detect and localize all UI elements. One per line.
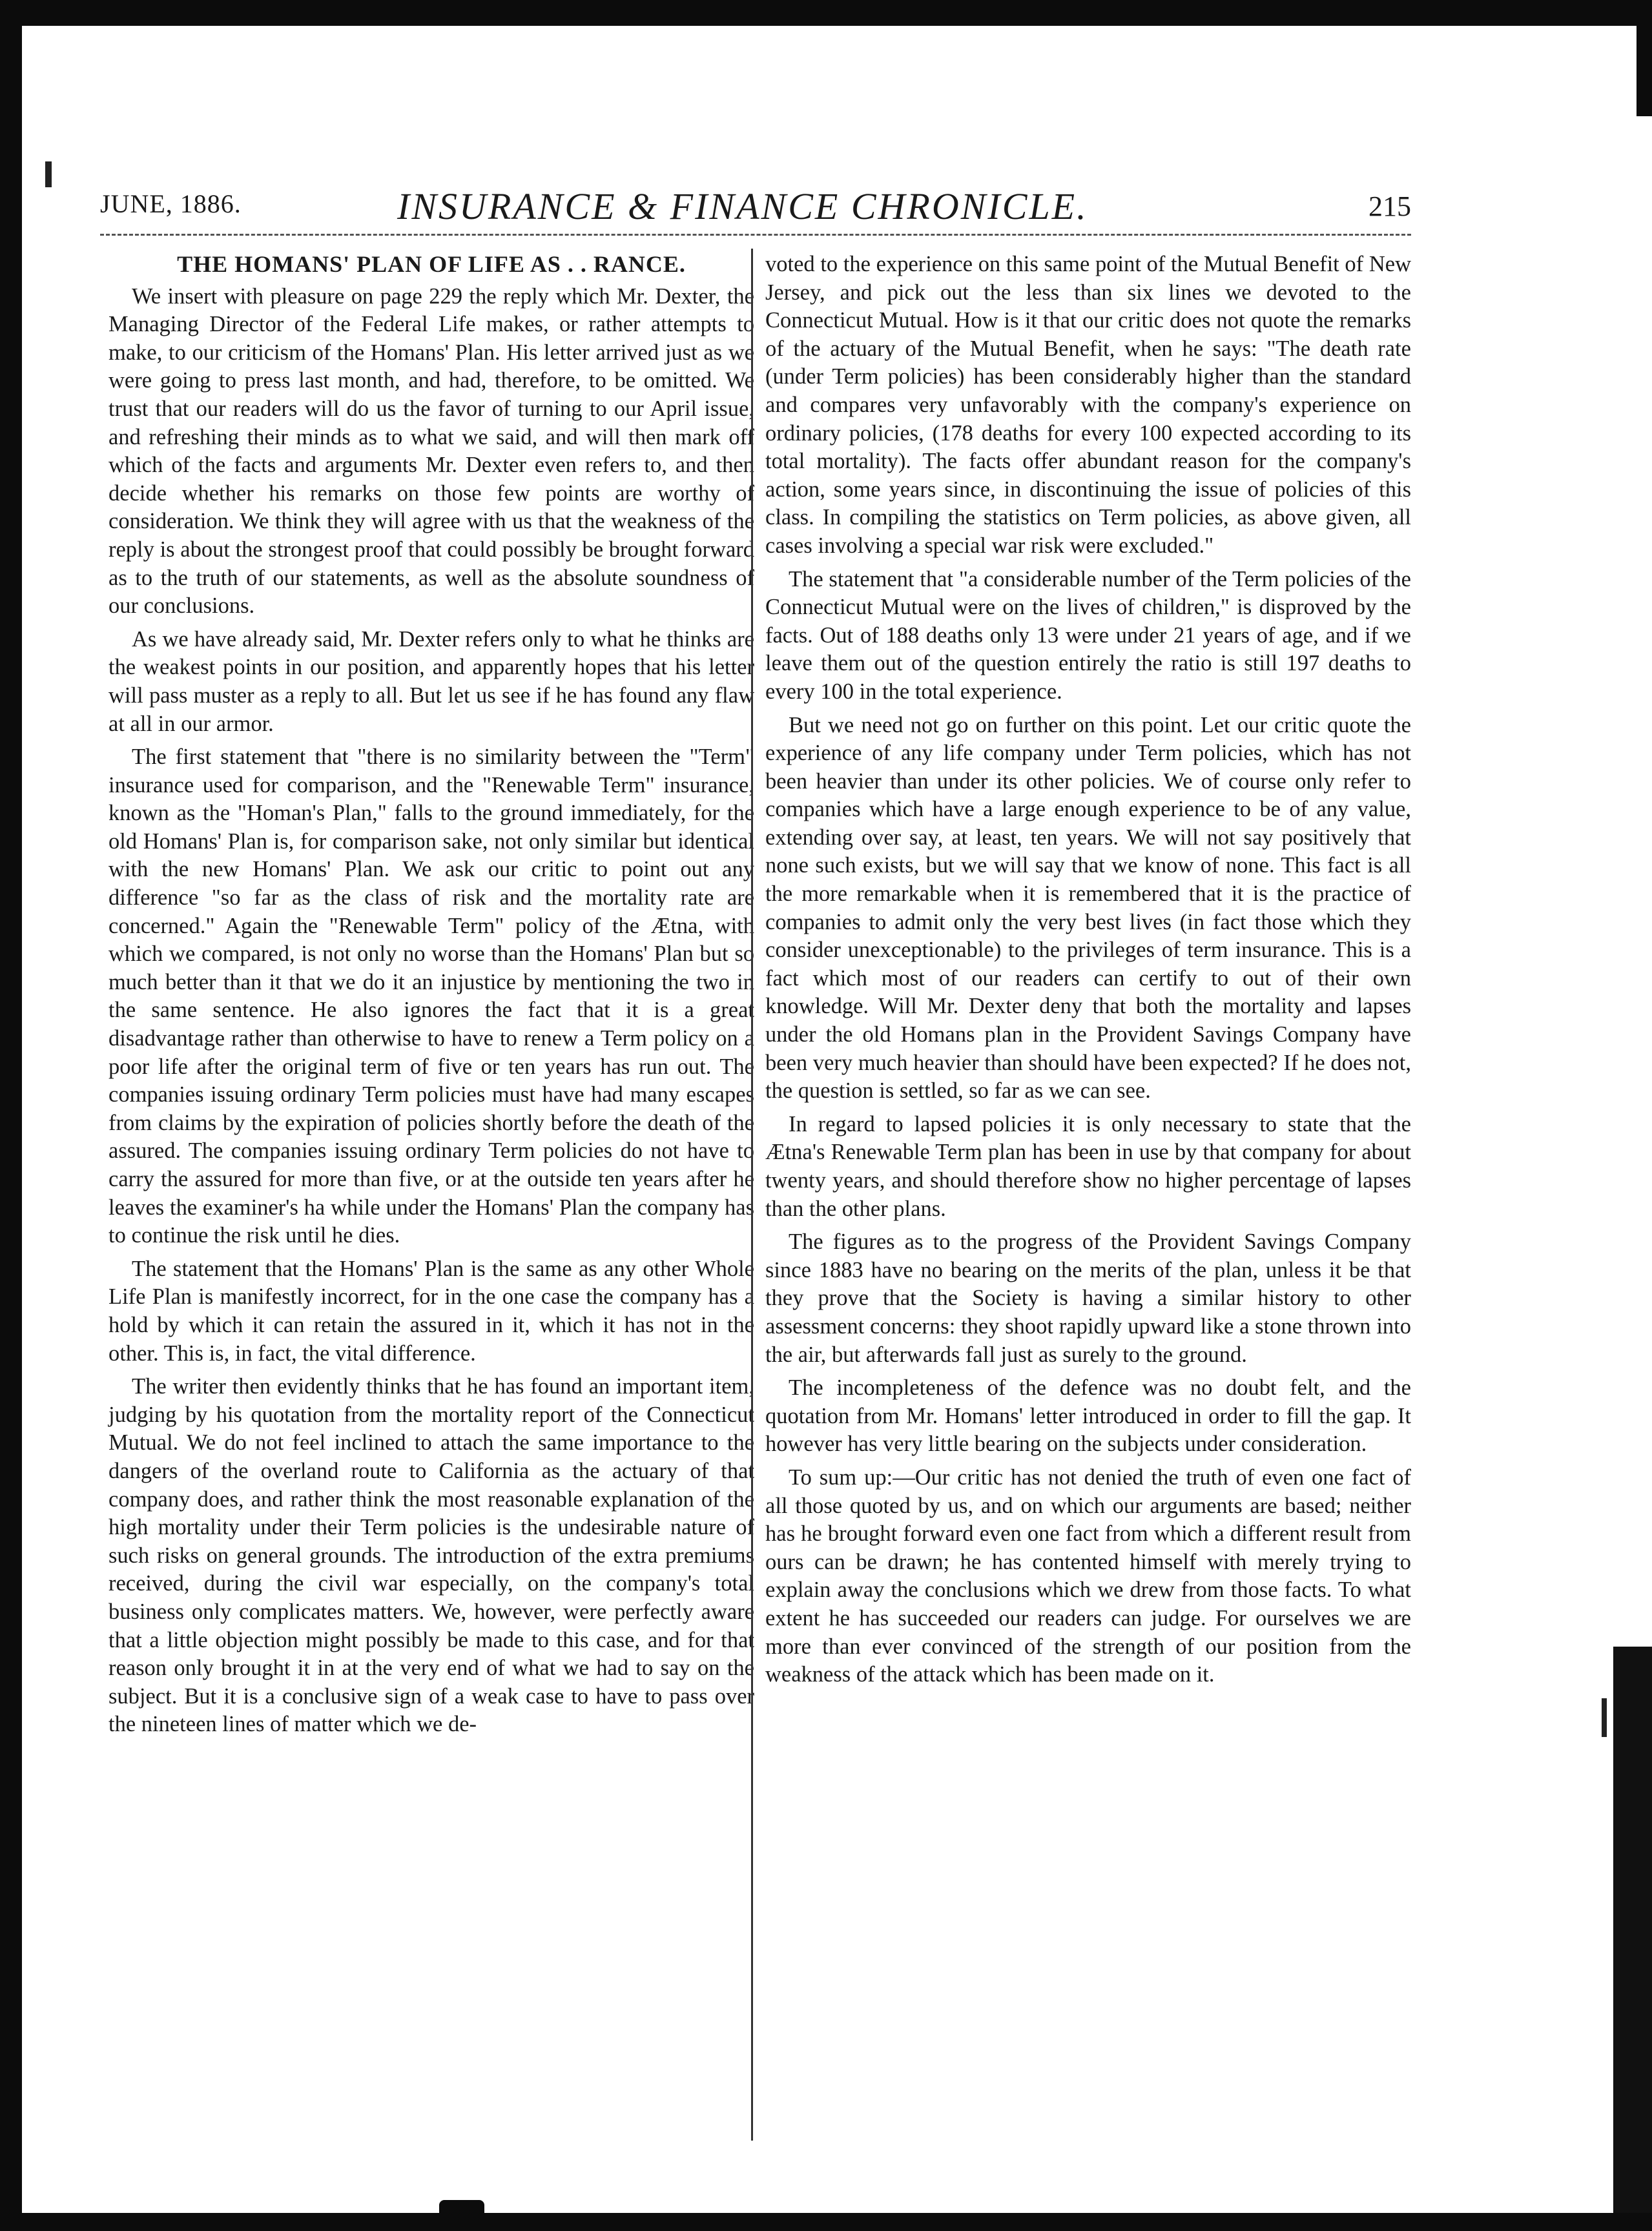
scan-border-top	[0, 0, 1652, 26]
scan-border-left	[0, 0, 22, 2231]
paragraph: In regard to lapsed policies it is only necessary to state that the Ætna's Renewable Term plan has been in use by that company for about twenty years, and should therefore show no higher percentage of lapses than the other plans.	[765, 1111, 1411, 1221]
paragraph: As we have already said, Mr. Dexter refers only to what he thinks are the weakest points in our position, and apparently hopes that his letter will pass muster as a reply to all. But let us see if he has found any flaw at all in our armor.	[108, 626, 754, 736]
paragraph: The incompleteness of the defence was no doubt felt, and the quotation from Mr. Homans' letter introduced in order to fill the gap. It however has very little bearing on the subjects under consideration.	[765, 1375, 1411, 1457]
publication-title: INSURANCE & FINANCE CHRONICLE.	[397, 185, 1088, 227]
scan-speck	[1602, 1698, 1607, 1737]
scan-speck	[45, 161, 52, 187]
page-number: 215	[1368, 190, 1411, 222]
paragraph: voted to the experience on this same point of the Mutual Benefit of New Jersey, and pick out the less than six lines we devoted to the Connecticut Mutual. How is it that our critic does not quote the remarks of the actuary of the Mutual Benefit, when he says: "The death rate (under Term policies) has been considerably higher than the standard and compares very unfavorably with the company's experience on ordinary policies, (178 deaths for every 100 expected according to its total mortality). The facts offer abundant reason for the company's action, some years since, in discontinuing the issue of policies of this class. In compiling the statistics on Term policies, as above given, all cases involving a special war risk were excluded."	[765, 252, 1411, 558]
scan-border-right-top	[1637, 0, 1652, 116]
column-divider	[751, 249, 753, 2141]
paragraph: The figures as to the progress of the Provident Savings Company since 1883 have no bearing on the merits of the plan, unless it be that they prove that the Society is having a similar history to other assessment concerns: they shoot rapidly upward like a stone thrown into the air, but afterwards fall just as surely to the ground.	[765, 1229, 1411, 1367]
paragraph: We insert with pleasure on page 229 the reply which Mr. Dexter, the Managing Director of the Federal Life makes, or rather attempts to make, to our criticism of the Homans' Plan. His letter arrived just as we were going to press last month, and had, therefore, to be omitted. We trust that our readers will do us the favor of turning to our April issue, and refreshing their minds as to what we said, and will then mark off which of the facts and arguments Mr. Dexter even refers to, and then decide whether his remarks on those few points are worthy of consideration. We think they will agree with us that the weakness of the reply is about the strongest proof that could possibly be brought forward as to the truth of our statements, as well as the absolute soundness of our conclusions.	[108, 283, 754, 619]
paragraph: The statement that "a considerable number of the Term policies of the Connecticut Mutual were on the lives of children," is disproved by the facts. Out of 188 deaths only 13 were under 21 years of age, and if we leave them out of the question entirely the ratio is still 197 deaths to every 100 in the total experience.	[765, 566, 1411, 704]
paragraph: The statement that the Homans' Plan is the same as any other Whole Life Plan is manifestly incorrect, for in the one case the company has a hold by which it can retain the assured in it, which it has not in the other. This is, in fact, the vital difference.	[108, 1256, 754, 1366]
scan-artifact-mark	[439, 2200, 484, 2226]
paragraph: To sum up:—Our critic has not denied the truth of even one fact of all those quoted by us, and on which our arguments are based; neither has he brought forward even one fact from which a different result from ours can be drawn; he has contented himself with merely trying to explain away the conclusions which we drew from those facts. To what extent he has succeeded our readers can judge. For ourselves we are more than ever convinced of the strength of our position from the weakness of the attack which has been made on it.	[765, 1465, 1411, 1687]
header-rule	[100, 234, 1411, 236]
running-head	[100, 185, 1411, 227]
right-column	[765, 251, 1411, 1694]
paragraph: The writer then evidently thinks that he has found an important item, judging by his quotation from the mortality report of the Connecticut Mutual. We do not feel inclined to attach the same importance to the dangers of the overland route to California as the actuary of that company does, and rather think the most reasonable explanation of the high mortality under their Term policies is the undesirable nature of such risks on general grounds. The introduction of the extra premiums received, during the civil war especially, on the company's total business only complicates matters. We, however, were perfectly aware that a little objection might possibly be made to this case, and for that reason only brought it in at the very end of what we had to say on the subject. But it is a conclusive sign of a weak case to have to pass over the nineteen lines of matter which we de-	[108, 1374, 754, 1737]
scan-border-bottom	[0, 2213, 1652, 2231]
left-column	[108, 251, 754, 1744]
paragraph: The first statement that "there is no similarity between the "Term" insurance used for comparison, and the "Renewable Term" insurance, known as the "Homan's Plan," falls to the ground immediately, for the old Homans' Plan is, for comparison sake, not only similar but identical with the new Homans' Plan. We ask our critic to point out any difference "so far as the class of risk and the mortality rate are concerned." Again the "Renewable Term" policy of the Ætna, with which we compared, is not only no worse than the Homans' Plan but so much better than it that we do it an injustice by mentioning the two in the same sentence. He also ignores the fact that it is a great disadvantage rather than otherwise to have to renew a Term policy on a poor life after the original term of five or ten years has run out. The companies issuing ordinary Term policies must have had many escapes from claims by the expiration of policies shortly before the death of the assured. The companies issuing ordinary Term policies do not have to carry the assured for more than five, or at the outside ten years after he leaves the examiner's ha while under the Homans' Plan the company has to continue the risk until he dies.	[108, 745, 754, 1248]
issue-date: JUNE, 1886.	[100, 189, 242, 218]
paragraph: But we need not go on further on this point. Let our critic quote the experience of any life company under Term policies, which has not been heavier than under its other policies. We of course only refer to companies which have a large enough experience to be of any value, extending over say, at least, ten years. We will not say positively that none such exists, but we will say that we know of none. This fact is all the more remarkable when it is remembered that it is the practice of companies to admit only the very best lives (in fact those which they consider unexceptionable) to the privileges of term insurance. This is a fact which most of our readers can certify to out of their own knowledge. Will Mr. Dexter deny that both the mortality and lapses under the old Homans plan in the Provident Savings Company have been very much heavier than should have been expected? If he does not, the question is settled, so far as we can see.	[765, 712, 1411, 1104]
article-title: THE HOMANS' PLAN OF LIFE AS . . RANCE.	[177, 251, 686, 277]
scan-border-right	[1613, 1647, 1652, 2231]
